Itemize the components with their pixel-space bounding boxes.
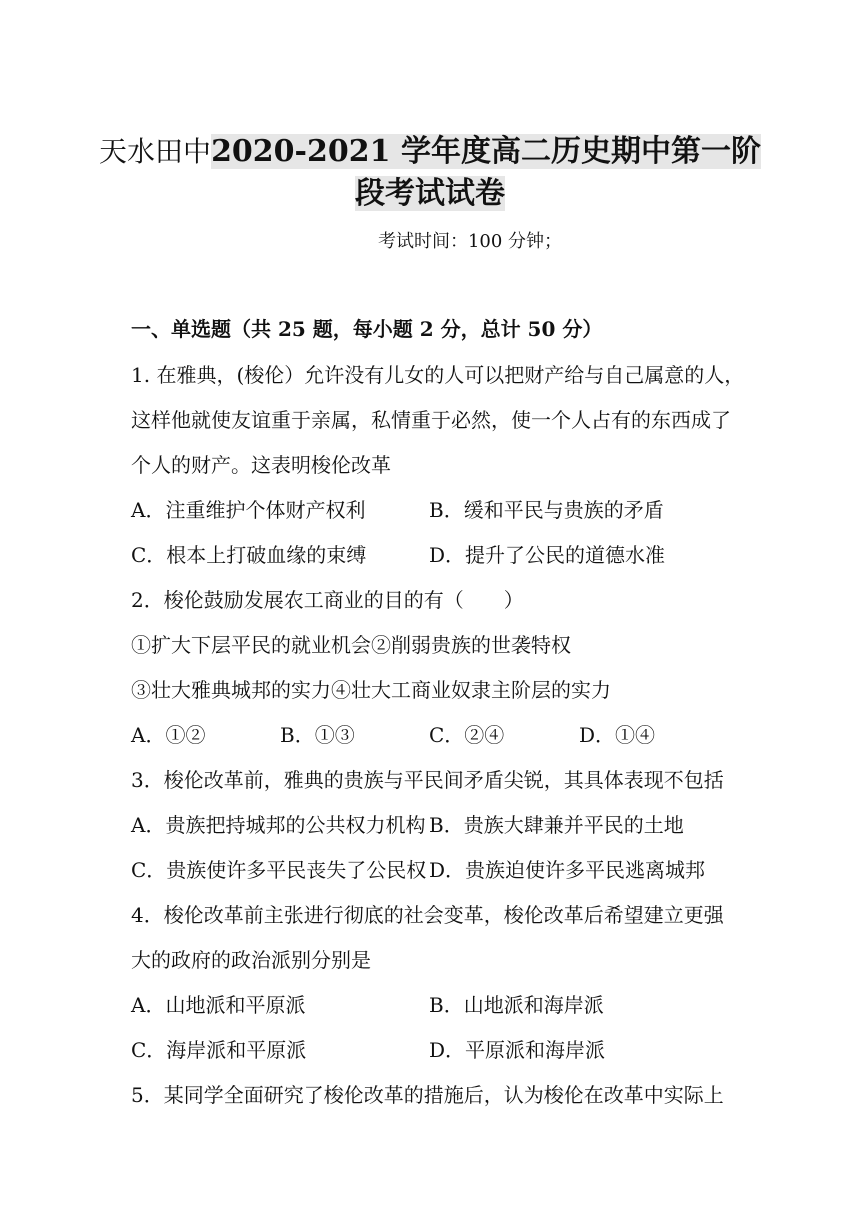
question-4-option-c: C．海岸派和平原派 bbox=[131, 1038, 307, 1062]
question-5-line-1: 5．某同学全面研究了梭伦改革的措施后，认为梭伦在改革中实际上 bbox=[131, 1083, 724, 1107]
question-4-line-1: 4．梭伦改革前主张进行彻底的社会变革，梭伦改革后希望建立更强 bbox=[131, 903, 724, 927]
question-1-line-1: 1. 在雅典，(梭伦）允许没有儿女的人可以把财产给与自己属意的人， bbox=[131, 363, 745, 387]
question-4-option-a: A．山地派和平原派 bbox=[131, 993, 306, 1017]
section-heading: 一、单选题（共 25 题，每小题 2 分，总计 50 分） bbox=[131, 317, 603, 341]
school-name: 天水田中 bbox=[99, 135, 212, 168]
question-2-line-1: 2．梭伦鼓励发展农工商业的目的有（ ） bbox=[131, 588, 524, 612]
question-4-option-b: B．山地派和海岸派 bbox=[429, 993, 604, 1017]
question-3-option-a: A．贵族把持城邦的公共权力机构 bbox=[131, 813, 426, 837]
exam-title-line-2 bbox=[0, 172, 860, 216]
question-2-option-c: C．②④ bbox=[429, 723, 505, 747]
question-3-option-b: B．贵族大肆兼并平民的土地 bbox=[429, 813, 684, 837]
exam-title-line-1 bbox=[0, 130, 860, 174]
question-4-line-2: 大的政府的政治派别分别是 bbox=[131, 948, 371, 972]
question-2-line-3: ③壮大雅典城邦的实力④壮大工商业奴隶主阶层的实力 bbox=[131, 678, 611, 702]
question-3-option-d: D．贵族迫使许多平民逃离城邦 bbox=[429, 858, 706, 882]
question-2-option-d: D．①④ bbox=[579, 723, 656, 747]
exam-time: 考试时间：100 分钟； bbox=[377, 231, 563, 252]
title-part-2: 段考试试卷 bbox=[355, 176, 505, 211]
question-1-option-b: B．缓和平民与贵族的矛盾 bbox=[429, 498, 664, 522]
question-4-option-d: D．平原派和海岸派 bbox=[429, 1038, 606, 1062]
title-part-1: 2020-2021 学年度高二历史期中第一阶 bbox=[211, 134, 761, 169]
question-3-option-c: C．贵族使许多平民丧失了公民权 bbox=[131, 858, 427, 882]
question-2-option-b: B．①③ bbox=[280, 723, 355, 747]
question-1-line-2: 这样他就使友谊重于亲属，私情重于必然，使一个人占有的东西成了 bbox=[131, 408, 731, 432]
question-3-line-1: 3．梭伦改革前，雅典的贵族与平民间矛盾尖锐，其具体表现不包括 bbox=[131, 768, 724, 792]
question-1-line-3: 个人的财产。这表明梭伦改革 bbox=[131, 453, 391, 477]
question-1-option-c: C．根本上打破血缘的束缚 bbox=[131, 543, 367, 567]
question-1-option-a: A．注重维护个体财产权利 bbox=[131, 498, 366, 522]
question-2-line-2: ①扩大下层平民的就业机会②削弱贵族的世袭特权 bbox=[131, 633, 571, 657]
question-1-option-d: D．提升了公民的道德水准 bbox=[429, 543, 666, 567]
question-2-option-a: A．①② bbox=[131, 723, 206, 747]
